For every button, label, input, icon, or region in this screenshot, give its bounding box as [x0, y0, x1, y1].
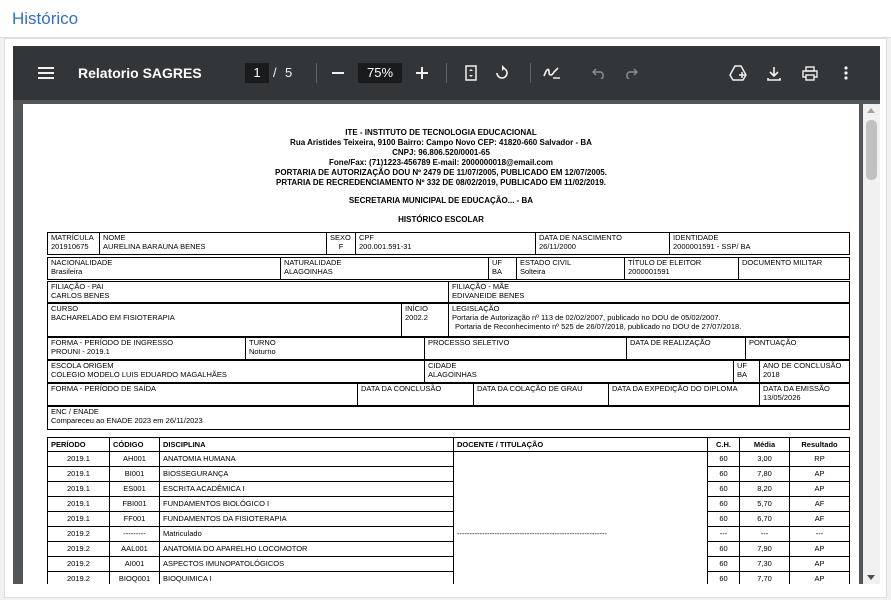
page-title: Histórico — [12, 9, 79, 28]
cell-periodo: 2019.1 — [48, 482, 110, 497]
col-resultado: Resultado — [790, 438, 850, 452]
header-line: PRTARIA DE RECREDENCIAMENTO Nº 332 DE 08/02/2019, PUBLICADO EM 11/02/2019. — [276, 178, 606, 187]
col-disciplina: DISCIPLINA — [160, 438, 454, 452]
titulo-eleitor-label: TÍTULO DE ELEITOR — [628, 258, 702, 267]
cell-docente — [454, 452, 708, 467]
curso-label: CURSO — [51, 304, 79, 313]
nacionalidade-label: NACIONALIDADE — [51, 258, 113, 267]
document-title: Relatorio SAGRES — [78, 65, 202, 81]
cell-docente: ------------------------------------------------------------ — [454, 527, 708, 542]
student-info-row1 — [47, 232, 850, 255]
cpf-value: 200.001.591-31 — [359, 242, 412, 251]
download-icon[interactable] — [763, 62, 785, 84]
rotate-icon[interactable] — [491, 62, 513, 84]
cell-disciplina: BIOSSEGURANÇA — [160, 467, 454, 482]
data-conclusao-label: DATA DA CONCLUSÃO — [361, 384, 442, 393]
cell-disciplina: Matriculado — [160, 527, 454, 542]
mae-label: FILIAÇÃO - MÃE — [452, 282, 510, 291]
cell-ch: 60 — [708, 452, 740, 467]
pdf-viewer — [13, 46, 880, 584]
table-row — [48, 557, 850, 572]
inicio-value: 2002.2 — [405, 313, 428, 322]
cell-docente — [454, 512, 708, 527]
mae-value: EDIVANEIDE BENES — [452, 291, 525, 300]
pai-value: CARLOS BENES — [51, 291, 110, 300]
table-row — [48, 527, 850, 542]
cell-periodo: 2019.2 — [48, 542, 110, 557]
document-page — [23, 104, 859, 584]
cell-codigo: BI001 — [110, 467, 160, 482]
cell-media: --- — [740, 527, 790, 542]
cell-disciplina: ESCRITA ACADÊMICA I — [160, 482, 454, 497]
cell-docente — [454, 497, 708, 512]
cell-media: 8,20 — [740, 482, 790, 497]
header-line: Fone/Fax: (71)1223-456789 E-mail: 2000000018@email.com — [329, 158, 553, 167]
cell-disciplina: BIOQUIMICA I — [160, 572, 454, 585]
saida-label: FORMA - PERÍODO DE SAÍDA — [51, 384, 157, 393]
matricula-value: 201910675 — [51, 242, 89, 251]
naturalidade-value: ALAGOINHAS — [284, 267, 333, 276]
cell-ch: 60 — [708, 497, 740, 512]
page-separator: / — [273, 65, 277, 80]
cell-disciplina: ASPECTOS IMUNOPATOLÓGICOS — [160, 557, 454, 572]
enade-label: ENC / ENADE — [51, 407, 99, 416]
grades-table — [47, 437, 850, 584]
secretaria: SECRETARIA MUNICIPAL DE EDUCAÇÃO... - BA — [348, 196, 534, 205]
escola-row — [47, 360, 850, 383]
cell-disciplina: ANATOMIA HUMANA — [160, 452, 454, 467]
grades-body — [48, 452, 850, 585]
turno-label: TURNO — [249, 338, 276, 347]
cell-media: 6,70 — [740, 512, 790, 527]
col-periodo: PERÍODO — [48, 438, 110, 452]
enade-value: Compareceu ao ENADE 2023 em 26/11/2023 — [51, 416, 203, 425]
cell-resultado: AP — [790, 557, 850, 572]
fit-page-icon[interactable] — [460, 62, 482, 84]
legislacao-label: LEGISLAÇÃO — [452, 304, 500, 313]
cell-codigo: FF001 — [110, 512, 160, 527]
data-realizacao-label: DATA DE REALIZAÇÃO — [630, 338, 711, 347]
cidade-value: ALAGOINHAS — [428, 370, 477, 379]
col-docente: DOCENTE / TITULAÇÃO — [454, 438, 708, 452]
table-row — [48, 467, 850, 482]
cell-resultado: AP — [790, 482, 850, 497]
zoom-in-icon[interactable] — [411, 62, 433, 84]
ano-conclusao-value: 2018 — [763, 370, 780, 379]
sexo-label: SEXO — [330, 233, 351, 242]
header-line: PORTARIA DE AUTORIZAÇÃO DOU Nº 2479 DE 11/07/2005, PUBLICADO EM 12/07/2005. — [275, 168, 607, 177]
print-icon[interactable] — [799, 62, 821, 84]
cell-codigo: AAL001 — [110, 542, 160, 557]
cell-codigo: BIOQ001 — [110, 572, 160, 585]
cell-periodo: 2019.1 — [48, 497, 110, 512]
titulo-eleitor-value: 2000001591 — [628, 267, 670, 276]
cell-disciplina: ANATOMIA DO APARELHO LOCOMOTOR — [160, 542, 454, 557]
divider — [316, 63, 317, 83]
cell-resultado: AP — [790, 542, 850, 557]
cell-docente — [454, 542, 708, 557]
legislacao-line2: Portaria de Reconhecimento nº 525 de 26/07/2018, publicado no DOU de 27/07/2018. — [455, 322, 742, 331]
uf2-value: BA — [737, 370, 748, 379]
cell-ch: 60 — [708, 572, 740, 585]
header-line: CNPJ: 96.806.520/0001-65 — [392, 148, 490, 157]
cell-resultado: AF — [790, 512, 850, 527]
processo-seletivo-label: PROCESSO SELETIVO — [428, 338, 510, 347]
page-header — [0, 0, 891, 38]
cell-ch: 60 — [708, 512, 740, 527]
header-line: ITE - INSTITUTO DE TECNOLOGIA EDUCACIONAL — [345, 128, 537, 137]
estado-civil-label: ESTADO CIVIL — [520, 258, 572, 267]
vertical-scrollbar[interactable] — [863, 104, 880, 584]
colacao-label: DATA DA COLAÇÃO DE GRAU — [477, 384, 583, 393]
annotate-icon[interactable] — [541, 62, 563, 84]
col-codigo: CÓDIGO — [110, 438, 160, 452]
cell-ch: 60 — [708, 557, 740, 572]
table-row — [48, 512, 850, 527]
divider — [446, 63, 447, 83]
enade-row — [47, 406, 850, 430]
cell-periodo: 2019.1 — [48, 467, 110, 482]
divider — [530, 63, 531, 83]
scroll-up-icon[interactable] — [867, 108, 875, 113]
table-row — [48, 482, 850, 497]
ano-conclusao-label: ANO DE CONCLUSÃO — [763, 361, 842, 370]
sexo-value: F — [338, 242, 344, 251]
cell-periodo: 2019.1 — [48, 512, 110, 527]
cell-ch: 60 — [708, 542, 740, 557]
cell-docente — [454, 482, 708, 497]
zoom-input[interactable]: 75% — [358, 63, 402, 83]
grades-header-row — [48, 438, 850, 452]
identidade-label: IDENTIDADE — [673, 233, 719, 242]
emissao-label: DATA DA EMISSÃO — [763, 384, 830, 393]
ingresso-value: PROUNI - 2019.1 — [51, 347, 110, 356]
saida-row — [47, 383, 850, 406]
cell-codigo: --------- — [110, 527, 160, 542]
cell-codigo: AI001 — [110, 557, 160, 572]
cell-media: 3,00 — [740, 452, 790, 467]
cell-media: 7,70 — [740, 572, 790, 585]
undo-icon[interactable] — [588, 62, 610, 84]
documento-militar-label: DOCUMENTO MILITAR — [742, 258, 823, 267]
cell-resultado: AF — [790, 497, 850, 512]
nome-value: AURELINA BARAUNA BENES — [103, 242, 206, 251]
scroll-down-icon[interactable] — [867, 575, 875, 580]
cell-ch: --- — [708, 527, 740, 542]
emissao-value: 13/05/2026 — [763, 393, 801, 402]
cidade-label: CIDADE — [428, 361, 457, 370]
cell-periodo: 2019.2 — [48, 572, 110, 585]
uf2-label: UF — [737, 361, 747, 370]
cell-resultado: --- — [790, 527, 850, 542]
identidade-value: 2000001591 - SSP/ BA — [673, 242, 751, 251]
pdf-toolbar — [13, 46, 880, 100]
cell-codigo: FBI001 — [110, 497, 160, 512]
table-row — [48, 572, 850, 585]
save-to-drive-icon[interactable] — [727, 62, 749, 84]
legislacao-line1: Portaria de Autorização nº 113 de 02/02/2007, publicado no DOU de 05/02/2007. — [452, 313, 721, 322]
escola-value: COLEGIO MODELO LUIS EDUARDO MAGALHÃES — [51, 370, 227, 379]
estado-civil-value: Solteira — [520, 267, 546, 276]
redo-icon[interactable] — [620, 62, 642, 84]
filiacao-row — [47, 281, 850, 303]
cell-codigo: ES001 — [110, 482, 160, 497]
uf-value: BA — [492, 267, 503, 276]
cell-codigo: AH001 — [110, 452, 160, 467]
ingresso-row — [47, 337, 850, 360]
cell-docente — [454, 467, 708, 482]
document-title: HISTÓRICO ESCOLAR — [398, 215, 484, 224]
cell-docente — [454, 572, 708, 585]
turno-value: Noturno — [249, 347, 276, 356]
table-row — [48, 452, 850, 467]
cell-resultado: AP — [790, 572, 850, 585]
scroll-thumb[interactable] — [866, 120, 877, 180]
nacionalidade-value: Brasileira — [51, 267, 83, 276]
table-row — [48, 497, 850, 512]
naturalidade-label: NATURALIDADE — [284, 258, 342, 267]
cell-media: 7,30 — [740, 557, 790, 572]
cell-media: 5,70 — [740, 497, 790, 512]
more-options-icon[interactable] — [835, 62, 857, 84]
cell-periodo: 2019.1 — [48, 452, 110, 467]
menu-icon[interactable] — [35, 62, 57, 84]
inicio-label: INÍCIO — [405, 304, 428, 313]
col-ch: C.H. — [708, 438, 740, 452]
cell-resultado: RP — [790, 452, 850, 467]
cell-docente — [454, 557, 708, 572]
pontuacao-label: PONTUAÇÃO — [749, 338, 797, 347]
pai-label: FILIAÇÃO - PAI — [51, 282, 104, 291]
curso-row — [47, 303, 850, 337]
student-info-row2 — [47, 257, 850, 280]
header-line: Rua Aristides Teixeira, 9100 Bairro: Campo Novo CEP: 41820-660 Salvador - BA — [290, 138, 592, 147]
col-media: Média — [740, 438, 790, 452]
page-number-input[interactable]: 1 — [245, 63, 269, 83]
uf-label: UF — [492, 258, 502, 267]
ingresso-label: FORMA - PERÍODO DE INGRESSO — [51, 338, 174, 347]
cell-periodo: 2019.2 — [48, 557, 110, 572]
expedicao-label: DATA DA EXPEDIÇÃO DO DIPLOMA — [612, 384, 738, 393]
cell-ch: 60 — [708, 482, 740, 497]
escola-label: ESCOLA ORIGEM — [51, 361, 114, 370]
cpf-label: CPF — [359, 233, 374, 242]
matricula-label: MATRÍCULA — [51, 233, 94, 242]
cell-media: 7,90 — [740, 542, 790, 557]
institution-header — [23, 128, 859, 188]
cell-disciplina: FUNDAMENTOS DA FISIOTERAPIA — [160, 512, 454, 527]
cell-periodo: 2019.2 — [48, 527, 110, 542]
cell-media: 7,80 — [740, 467, 790, 482]
nome-label: NOME — [103, 233, 126, 242]
cell-resultado: AP — [790, 467, 850, 482]
cell-disciplina: FUNDAMENTOS BIOLÓGICO I — [160, 497, 454, 512]
curso-value: BACHARELADO EM FISIOTERAPIA — [51, 313, 175, 322]
zoom-out-icon[interactable] — [327, 62, 349, 84]
nascimento-label: DATA DE NASCIMENTO — [539, 233, 622, 242]
page-total: 5 — [285, 65, 293, 80]
cell-ch: 60 — [708, 467, 740, 482]
table-row — [48, 542, 850, 557]
nascimento-value: 26/11/2000 — [539, 242, 576, 251]
